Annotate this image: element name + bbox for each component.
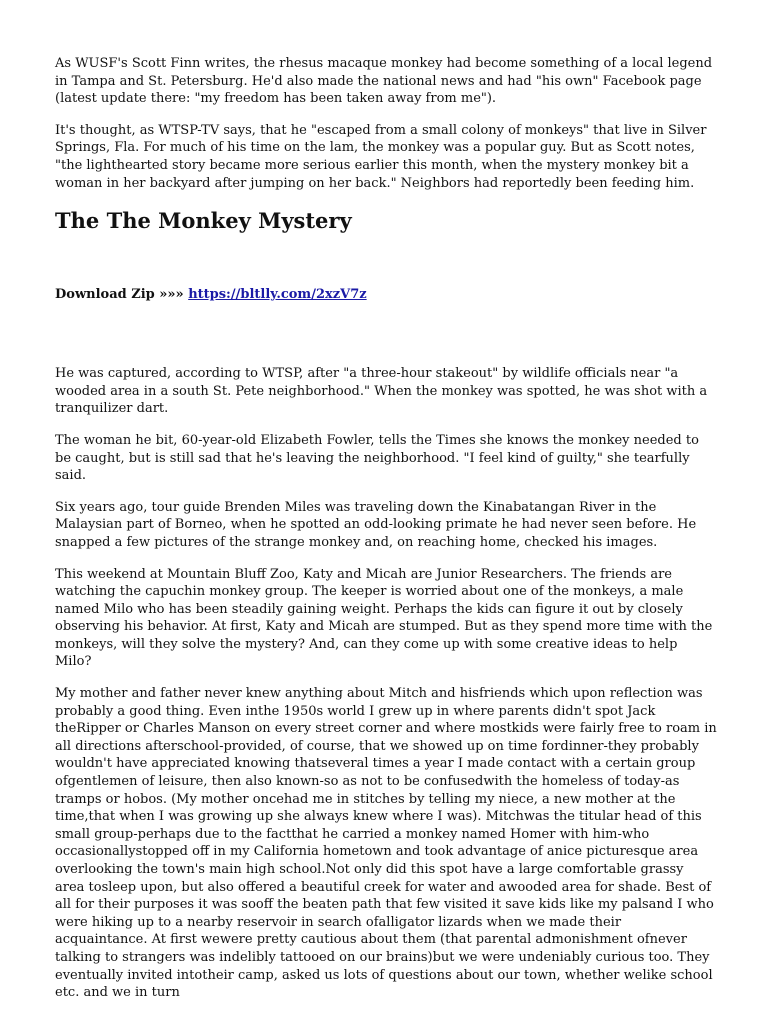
download-link[interactable]: https://bltlly.com/2xzV7z — [188, 287, 367, 303]
document-page — [55, 55, 717, 1016]
paragraph-intro-1: As WUSF's Scott Finn writes, the rhesus macaque monkey had become something of a local legend in Tampa and St. Petersburg. He'd also made the national news and had "his own" Facebook page (latest update there: "my freedom has been taken away from me"). — [55, 56, 713, 107]
paragraph-mitch: My mother and father never knew anything about Mitch and hisfriends which upon reflection was probably a good thing. Even inthe 1950s world I grew up in where parents didn't spot Jack theRipper or Charles Manson on every street corner and where mostkids were fairly free to roam in all directions afterschool-provided, of course, that we showed up on time fordinner-they probably wouldn't have appreciated knowing thatseveral times a year I made contact with a certain group ofgentlemen of leisure, then also known-so as not to be confusedwith the homeless of today-as tramps or hobos. (My mother oncehad me in stitches by telling my niece, a new mother at the time,that when I was growing up she always knew where I was). Mitchwas the titular head of this small group-perhaps due to the factthat he carried a monkey named Homer with him-who occasionallystopped off in my California hometown and took advantage of anice picturesque area overlooking the town's main high school.Not only did this spot have a large comfortable grassy area tosleep upon, but also offered a beautiful creek for water and awooded area for shade. Best of all for their purposes it was sooff the beaten path that few visited it save kids like my palsand I who were hiking up to a nearby reservoir in search ofalligator lizards when we made their acquaintance. At first wewere pretty cautious about them (that parental admonishment ofnever talking to strangers was indelibly tattooed on our brains)but we were undeniably curious too. They eventually invited intotheir camp, asked us lots of questions about our town, whether welike school etc. and we in turn — [55, 686, 717, 1001]
download-line — [55, 286, 717, 303]
paragraph-capture: He was captured, according to WTSP, after "a three-hour stakeout" by wildlife officials near "a wooded area in a south St. Pete neighborhood." When the monkey was spotted, he was shot with a tranquilizer dart. — [55, 366, 708, 417]
download-label: Download Zip »»» — [55, 287, 189, 303]
paragraph-intro-2: It's thought, as WTSP-TV says, that he "escaped from a small colony of monkeys" that live in Silver Springs, Fla. For much of his time on the lam, the monkey was a popular guy. But as Scott notes, "the lighthearted story became more serious earlier this month, when the mystery monkey bit a woman in her backyard after jumping on her back." Neighbors had reportedly been feeding him. — [55, 122, 707, 191]
article-body — [55, 365, 717, 1002]
paragraph-zoo: This weekend at Mountain Bluff Zoo, Katy and Micah are Junior Researchers. The friends are watching the capuchin monkey group. The keeper is worried about one of the monkeys, a male named Milo who has been steadily gaining weight. Perhaps the kids can figure it out by closely observing his behavior. At first, Katy and Micah are stumped. But as they spend more time with the monkeys, will they solve the mystery? And, can they come up with some creative ideas to help Milo? — [55, 566, 713, 670]
paragraph-woman-bitten: The woman he bit, 60-year-old Elizabeth Fowler, tells the Times she knows the monkey needed to be caught, but is still sad that he's leaving the neighborhood. "I feel kind of guilty," she tearfully said. — [55, 432, 699, 484]
page-title: The The Monkey Mystery — [55, 208, 352, 234]
paragraph-borneo: Six years ago, tour guide Brenden Miles was traveling down the Kinabatangan River in the Malaysian part of Borneo, when he spotted an odd-looking primate he had never seen before. He snapped a few pictures of the strange monkey and, on reaching home, checked his images. — [55, 499, 697, 550]
